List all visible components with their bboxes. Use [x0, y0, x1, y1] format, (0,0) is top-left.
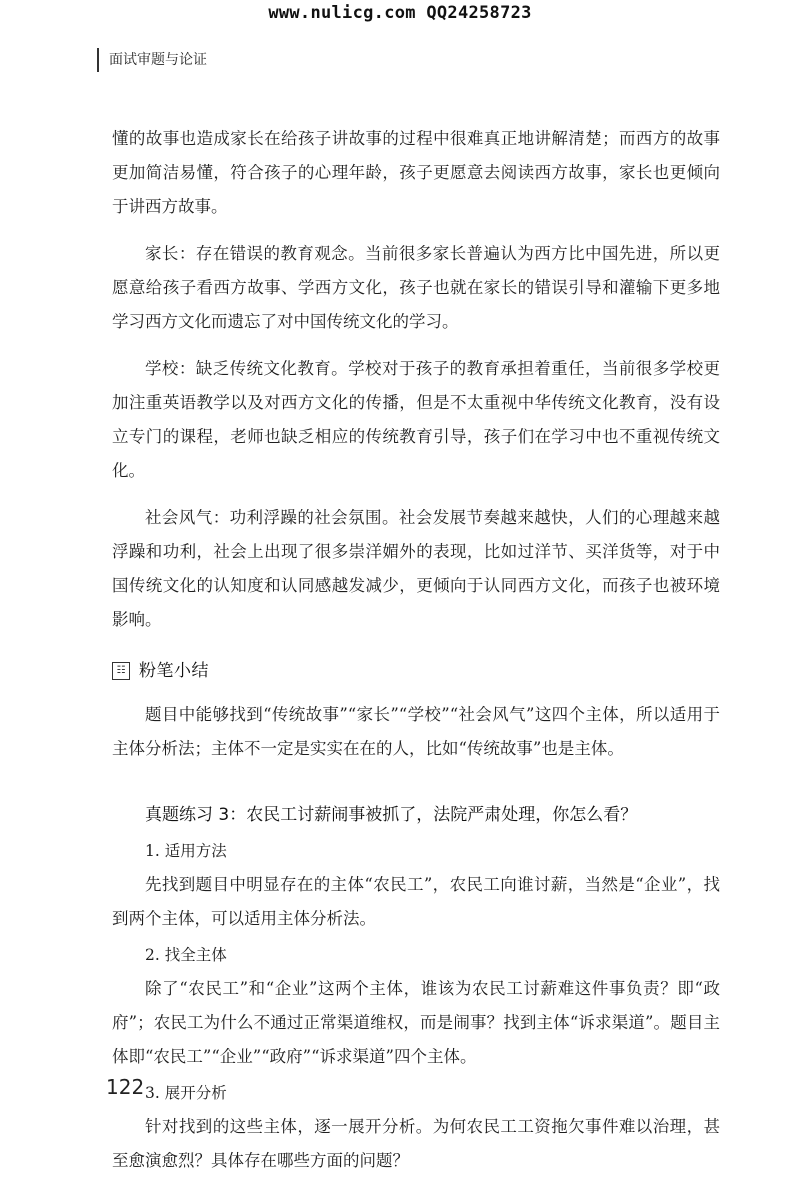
- step1-label: 1. 适用方法: [145, 842, 227, 860]
- paragraph-school: 学校：缺乏传统文化教育。学校对于孩子的教育承担着重任，当前很多学校更加注重英语教学以及对西方文化的传播，但是不太重视中华传统文化教育，没有设立专门的课程，老师也缺乏相应的传统教育引导，孩子们在学习中也不重视传统文化。: [112, 359, 720, 480]
- paragraph-parents: 家长：存在错误的教育观念。当前很多家长普遍认为西方比中国先进，所以更愿意给孩子看西方故事、学西方文化，孩子也就在家长的错误引导和灌输下更多地学习西方文化而遗忘了对中国传统文化的学习。: [112, 244, 720, 331]
- step2-text: 除了“农民工”和“企业”这两个主体，谁该为农民工讨薪难这件事负责？即“政府”；农民工为什么不通过正常渠道维权，而是闹事？找到主体“诉求渠道”。题目主体即“农民工”“企业”“政府”“诉求渠道”四个主体。: [112, 979, 720, 1066]
- running-head: 面试审题与论证: [97, 48, 207, 72]
- step3-label: 3. 展开分析: [145, 1084, 227, 1102]
- chalk-icon: ☷: [112, 662, 130, 680]
- watermark-url: www.nulicg.com QQ24258723: [268, 3, 532, 23]
- paragraph-continuation: 懂的故事也造成家长在给孩子讲故事的过程中很难真正地讲解清楚；而西方的故事更加简洁易懂，符合孩子的心理年龄，孩子更愿意去阅读西方故事，家长也更倾向于讲西方故事。: [112, 129, 720, 216]
- page-number: 122: [106, 1075, 145, 1099]
- summary-heading-text: 粉笔小结: [139, 661, 209, 681]
- practice-title: 真题练习 3：农民工讨薪闹事被抓了，法院严肃处理，你怎么看？: [145, 805, 638, 825]
- step2-label: 2. 找全主体: [145, 946, 227, 964]
- step1-text: 先找到题目中明显存在的主体“农民工”，农民工向谁讨薪，当然是“企业”，找到两个主体，可以适用主体分析法。: [112, 875, 720, 928]
- step3-text: 针对找到的这些主体，逐一展开分析。为何农民工工资拖欠事件难以治理，甚至愈演愈烈？具体存在哪些方面的问题？: [112, 1117, 720, 1170]
- paragraph-social-atmosphere: 社会风气：功利浮躁的社会氛围。社会发展节奏越来越快，人们的心理越来越浮躁和功利，社会上出现了很多崇洋媚外的表现，比如过洋节、买洋货等，对于中国传统文化的认知度和认同感越发减少，更倾向于认同西方文化，而孩子也被环境影响。: [112, 508, 720, 629]
- summary-heading: [112, 657, 720, 685]
- summary-text: 题目中能够找到“传统故事”“家长”“学校”“社会风气”这四个主体，所以适用于主体分析法；主体不一定是实实在在的人，比如“传统故事”也是主体。: [112, 705, 720, 758]
- page-body: [112, 122, 720, 1178]
